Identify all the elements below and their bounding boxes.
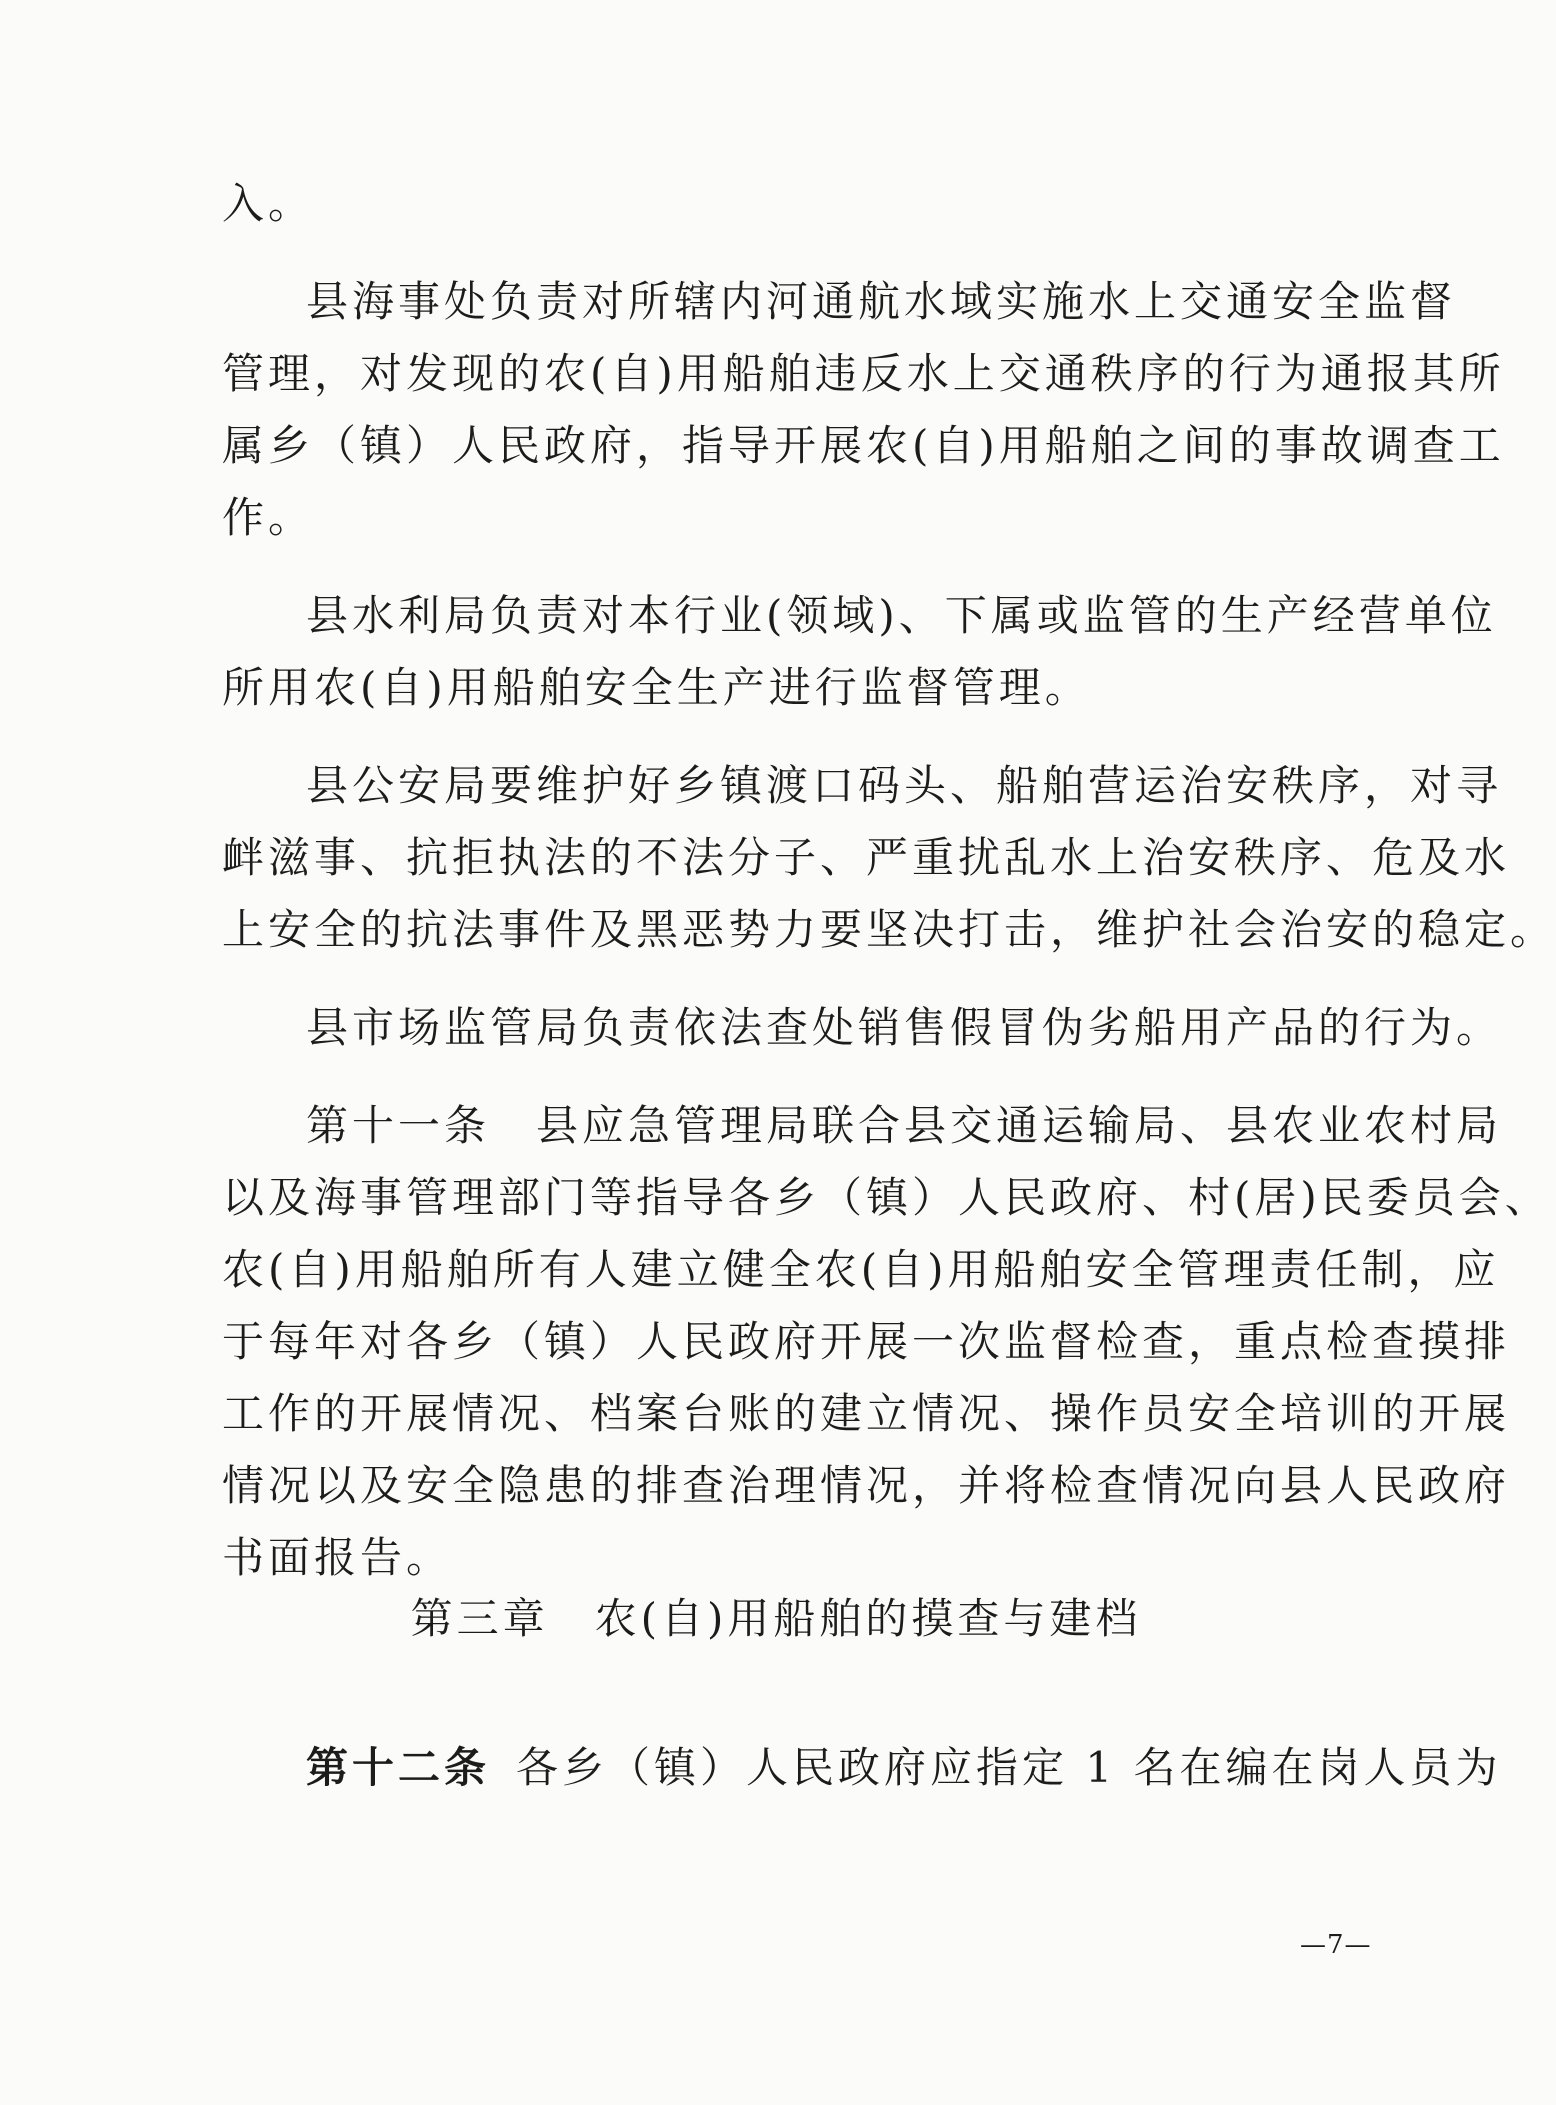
article-12-line: [306, 1732, 1501, 1804]
paragraph-line: 县水利局负责对本行业(领域)、下属或监管的生产经营单位: [306, 591, 1497, 640]
article-12-label: 第十二条: [306, 1743, 491, 1792]
paragraph-line: 第十一条 县应急管理局联合县交通运输局、县农业农村局: [306, 1101, 1503, 1150]
paragraph-line: 以及海事管理部门等指导各乡（镇）人民政府、村(居)民委员会、: [222, 1173, 1551, 1222]
page-number: —7—: [1300, 1930, 1372, 1960]
body-text: [222, 168, 1556, 1594]
paragraph-line: 上安全的抗法事件及黑恶势力要坚决打击，维护社会治安的稳定。: [222, 905, 1556, 954]
article-12-text: 各乡（镇）人民政府应指定 1 名在编在岗人员为: [516, 1743, 1502, 1792]
paragraph-line: 县海事处负责对所辖内河通航水域实施水上交通安全监督: [306, 277, 1457, 326]
paragraph-line: 属乡（镇）人民政府，指导开展农(自)用船舶之间的事故调查工: [222, 421, 1505, 470]
paragraph-line: 农(自)用船舶所有人建立健全农(自)用船舶安全管理责任制，应: [222, 1245, 1500, 1294]
paragraph-line: 管理，对发现的农(自)用船舶违反水上交通秩序的行为通报其所: [222, 349, 1505, 398]
paragraph-line: 情况以及安全隐患的排查治理情况，并将检查情况向县人民政府: [222, 1461, 1511, 1510]
paragraph-line: 于每年对各乡（镇）人民政府开展一次监督检查，重点检查摸排: [222, 1317, 1511, 1366]
paragraph-line: 入。: [222, 179, 315, 228]
paragraph-line: 县市场监管局负责依法查处销售假冒伪劣船用产品的行为。: [306, 1003, 1503, 1052]
paragraph-line: 作。: [222, 493, 315, 542]
paragraph-line: 所用农(自)用船舶安全生产进行监督管理。: [222, 663, 1091, 712]
chapter-title: 第三章 农(自)用船舶的摸查与建档: [410, 1594, 1142, 1643]
paragraph-line: 书面报告。: [222, 1533, 453, 1582]
paragraph-line: 工作的开展情况、档案台账的建立情况、操作员安全培训的开展: [222, 1389, 1511, 1438]
paragraph-line: 县公安局要维护好乡镇渡口码头、船舶营运治安秩序，对寻: [306, 761, 1503, 810]
paragraph-line: 衅滋事、抗拒执法的不法分子、严重扰乱水上治安秩序、危及水: [222, 833, 1511, 882]
